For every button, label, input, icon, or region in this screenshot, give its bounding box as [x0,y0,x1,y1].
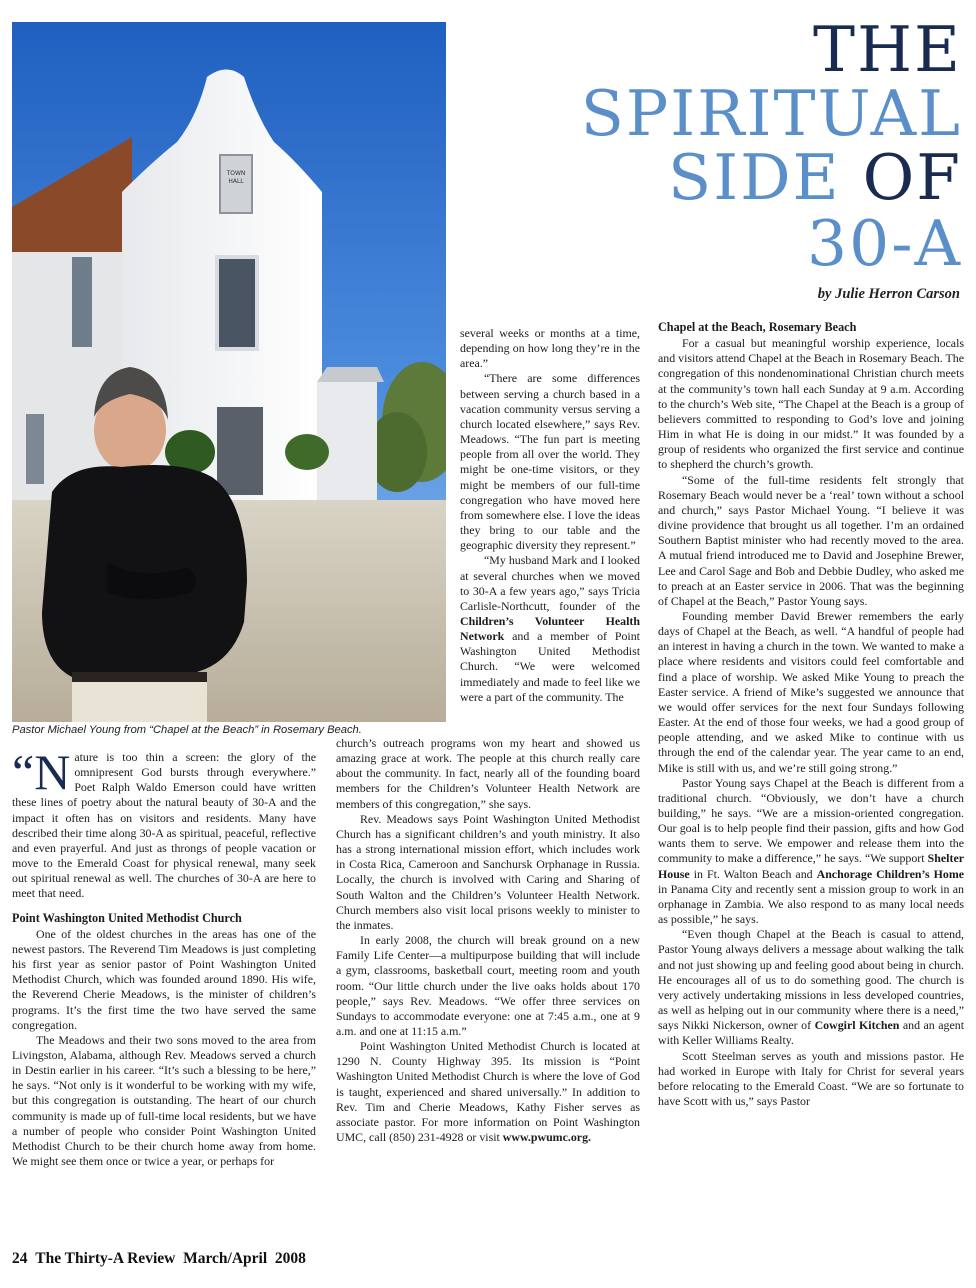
paragraph: “There are some differences between serving a church based in a vacation community versus serving a church located elsewhere,” says Rev. Meadows. “The fun part is meeting people from all over the world. They might be one-time visitors, or they might be members of our full-time congregation who have moved here from somewhere else. I love the ideas they bring to our table and the geographic diversity they represent.” [460,371,640,553]
text-run: Pastor Young says Chapel at the Beach is different from a traditional church. “Obviously, we don’t have a church building,” he says. “We are a mission-oriented congregation. Our goal is to help people find their passion, gifts and how God wants them to serve. We empower and release them into the community to make a difference,” he says. “We support [658,775,964,866]
paragraph [460,553,640,705]
paragraph [658,927,964,1048]
photo-caption: Pastor Michael Young from “Chapel at the Beach” in Rosemary Beach. [12,724,362,736]
title-line-3 [668,141,962,214]
intro-text: ature is too thin a screen: the glory of the omnipresent God bursts through everywhere.” Poet Ralph Waldo Emerson could have written these lines of poetry about the natural beauty of 30-A and the impact it often has on visitors and residents. Many have described their time along 30-A as spiritual, peaceful, reflective and even prayerful. And just as throngs of people vacation or move to the Emerald Coast for physical renewal, many seek out spiritual renewal as well. The churches of 30-A are here to meet that need. [12,750,316,901]
title-line-1: THE [813,13,962,86]
issue-year: 2008 [274,1250,306,1267]
paragraph: In early 2008, the church will break ground on a new Family Life Center—a multipurpose building that will include a gym, classrooms, basketball court, meeting room and youth room. “Our little church under the live oaks holds about 170 people,” says Rev. Meadows. “We offer three services on Sundays to accommodate everyone: one at 7:45 a.m., one at 9 a.m. and one at 11:15 a.m.” [336,933,640,1038]
text-run: in Panama City and recently sent a mission group to work in an orphanage in Zambia. We also respond to as many local needs as possible,” he says. [658,881,964,927]
town-hall-sign: TOWN HALL [226,170,246,185]
text-run: “My husband Mark and I looked at several churches when we moved to 30-A a few years ago,” says Tricia Carlisle-Northcutt, founder of the [460,553,640,613]
text-run: “Even though Chapel at the Beach is casual to attend, Pastor Young always delivers a message about walking the talk and not just showing up and feeling good about being in church. He encourages all of us to do something good. The church is very actively undertaking missions in less developed countries, as well as helping out in our community where there is a need,” says Nikki Nickerson, owner of [658,927,964,1033]
paragraph: The Meadows and their two sons moved to the area from Livingston, Alabama, although Rev. Meadows served a church in Destin earlier in his career. “It’s such a blessing to be here,” he says. “Not only is it wonderful to be working with my wife, but this congregation is outstanding. The heart of our church community is made up of full-time local residents, but we have a number of people who consider Point Washington United Methodist Church to be their church home away from home. We might see them once or twice a year, or perhaps for [12,1032,316,1169]
paragraph: “Some of the full-time residents felt strongly that Rosemary Beach would never be a ‘real’ town without a school and church,” says Pastor Michael Young. “I believe it was divine providence that brought us all together. I’m an ordained Southern Baptist minister who had recently moved to the area. A mutual friend introduced me to David and Josephine Brewer, Lee and Carol Sage and Bob and Debbie Dudley, who asked me to preach at an Easter service in 2006. That was the beginning of Chapel at the Beach,” Pastor Young says. [658,472,964,608]
bold-org-name: Cowgirl Kitchen [814,1018,900,1033]
paragraph: Rev. Meadows says Point Washington United Methodist Church has a significant children’s and youth ministry. It also has a strong international mission effort, which includes work in Costa Rica, Cameroon and Sanchursk Orphanage in Russia. Locally, the church is involved with Caring and Sharing of South Walton and the Children’s Volunteer Health Network. Church members also visit local prisons weekly to minister to the inmates. [336,811,640,932]
publication-name: The Thirty-A Review [35,1250,176,1267]
issue-months: March/April [183,1250,268,1267]
feature-photo [12,22,446,722]
bold-org-name: Anchorage Children’s Home [816,866,964,881]
section-heading-point-washington: Point Washington United Methodist Church [12,910,242,925]
title-line-4: 30-A [807,207,962,280]
bold-org-name: Shelter House [658,851,964,881]
title-line-2: SPIRITUAL [580,77,962,150]
title-word-side: SIDE [668,141,841,214]
paragraph: Founding member David Brewer remembers the early days of Chapel at the Beach, as well. “A handful of people had an interest in having a church in the town. We wanted to make a place where residents and visitors could feel comfortable and find a place of worship. We asked Mike Young to preach the Easter service. A friend of Mike’s suggested we announce that we would offer services for the next four Sundays following Easter. At the end of those four weeks, we had a good group of people attending, and we asked Mike to continue with us through the end of the calendar year. The year came to an end, Mike is still with us, and we’re still going strong.” [658,608,964,775]
column-1 [12,744,316,1169]
bold-org-name: Children’s Volunteer Health Network [460,613,640,644]
paragraph [658,776,964,928]
section-heading-chapel: Chapel at the Beach, Rosemary Beach [658,320,857,334]
column-3 [658,320,964,1109]
text-run: in Ft. Walton Beach and [689,866,817,881]
byline: by Julie Herron Carson [817,286,960,302]
paragraph: For a casual but meaningful worship experience, locals and visitors attend Chapel at the Beach in Rosemary Beach. The congregation of this nondenominational Christian church meets at the community’s town hall each Sunday at 9 a.m. According to the church’s Web site, “The Chapel at the Beach is a group of believers committed to responding to God’s love and joining Him in what He is doing in our midst.” It was founded by a group of residents who organized the first service and continue to shepherd the church’s growth. [658,336,964,472]
intro-paragraph [12,744,316,902]
paragraph [336,1039,640,1145]
text-run: and an agent with Keller Williams Realty. [658,1018,965,1048]
text-run: Point Washington United Methodist Church is located at 1290 N. County Highway 395. Its mission is “Point Washington United Methodist Church is where the love of God is taught, experienced and shared universally.” In addition to Rev. Tim and Cherie Meadows, Kathy Fisher serves as associate pastor. For more information on Point Washington UMC, call (850) 231-4928 or visit [336,1039,640,1145]
page-number: 24 [12,1250,28,1267]
drop-cap: “N [12,744,71,800]
paragraph: One of the oldest churches in the areas has one of the newest pastors. The Reverend Tim Meadows is just completing his first year as senior pastor of Point Washington United Methodist Church, which was founded around 1890. His wife, the Reverend Cherie Meadows, is the minister of children’s programs. It’s the first time the two have served the same congregation. [12,926,316,1032]
text-run: and a member of Point Washington United Methodist Church. “We were welcomed immediately and made to feel like we were a part of the community. The [460,629,640,704]
page-footer [12,1250,306,1268]
paragraph: church’s outreach programs won my heart and showed us amazing grace at work. The people at this church really care about the community. In fact, nearly all of the founding board members for the Children’s Volunteer Health Network are members of this congregation,” she says. [336,736,640,811]
column-2-top [460,326,640,705]
column-2-bottom [336,736,640,1145]
photo-illustration [12,22,446,722]
title-word-of: OF [862,141,962,214]
website-link[interactable]: www.pwumc.org. [502,1130,591,1145]
paragraph: several weeks or months at a time, depending on how long they’re in the area.” [460,326,640,371]
paragraph: Scott Steelman serves as youth and missions pastor. He had worked in Europe with Italy for Christ for several years before relocating to the Emerald Coast. “We are so fortunate to have Scott with us,” says Pastor [658,1048,964,1108]
